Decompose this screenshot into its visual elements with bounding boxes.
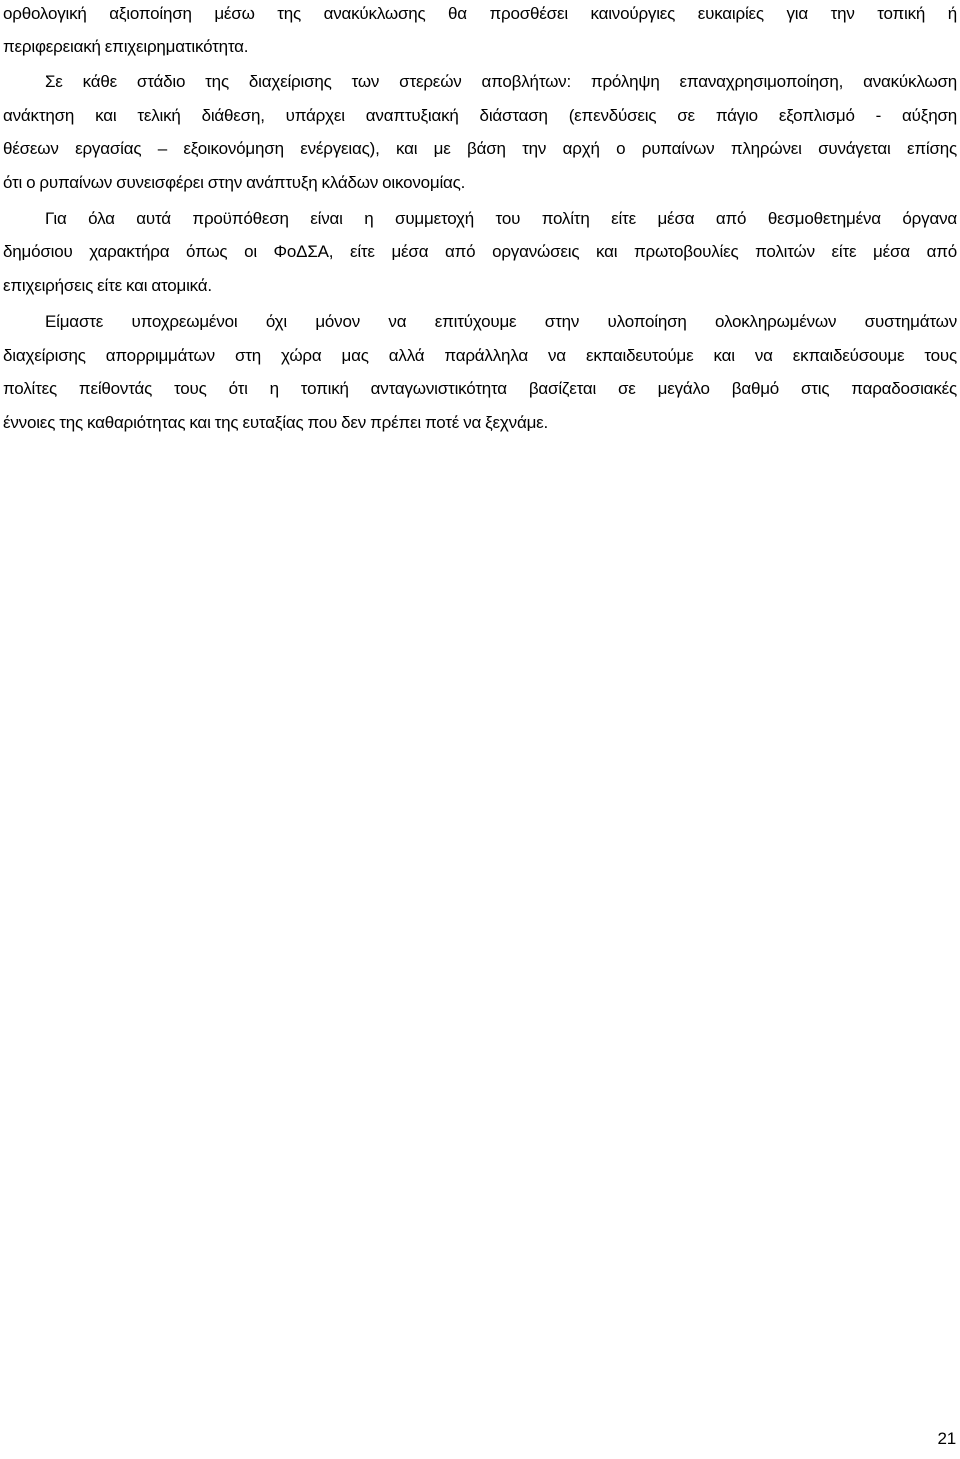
- paragraph-4: [3, 308, 957, 442]
- paragraph-3: [3, 205, 957, 308]
- paragraph-1: [3, 0, 957, 68]
- paragraph-line: θέσεων εργασίας – εξοικονόμηση ενέργειας), και με βάση την αρχή ο ρυπαίνων πληρώνει συνάγεται επίσης: [3, 139, 957, 159]
- paragraph-line: έννοιες της καθαριότητας και της ευταξίας που δεν πρέπει ποτέ να ξεχνάμε.: [3, 412, 549, 432]
- paragraph-line: Είμαστε υποχρεωμένοι όχι μόνον να επιτύχουμε στην υλοποίηση ολοκληρωμένων συστημάτων: [45, 312, 957, 332]
- paragraph-line: επιχειρήσεις είτε και ατομικά.: [3, 275, 212, 295]
- paragraph-line: Για όλα αυτά προϋπόθεση είναι η συμμετοχή του πολίτη είτε μέσα από θεσμοθετημένα όργανα: [45, 209, 957, 229]
- paragraph-line: περιφερειακή επιχειρηματικότητα.: [3, 37, 249, 57]
- paragraph-line: δημόσιου χαρακτήρα όπως οι ΦοΔΣΑ, είτε μέσα από οργανώσεις και πρωτοβουλίες πολιτών είτε μέσα από: [3, 242, 957, 262]
- paragraph-line: διαχείρισης απορριμμάτων στη χώρα μας αλλά παράλληλα να εκπαιδευτούμε και να εκπαιδεύσουμε τους: [3, 345, 957, 365]
- paragraph-2: [3, 68, 957, 205]
- paragraph-line: πολίτες πείθοντάς τους ότι η τοπική ανταγωνιστικότητα βασίζεται σε μεγάλο βαθμό στις παραδοσιακές: [3, 379, 957, 399]
- paragraph-line: ορθολογική αξιοποίηση μέσω της ανακύκλωσης θα προσθέσει καινούργιες ευκαιρίες για την τοπική ή: [3, 4, 957, 23]
- paragraph-line: ανάκτηση και τελική διάθεση, υπάρχει αναπτυξιακή διάσταση (επενδύσεις σε πάγιο εξοπλισμό - αύξηση: [3, 105, 957, 125]
- paragraph-line: ότι ο ρυπαίνων συνεισφέρει στην ανάπτυξη κλάδων οικονομίας.: [3, 172, 466, 192]
- paragraph-line: Σε κάθε στάδιο της διαχείρισης των στερεών αποβλήτων: πρόληψη επαναχρησιμοποίηση, ανακύκλωση: [45, 72, 957, 92]
- page-number: 21: [937, 1429, 956, 1448]
- document-body: [3, 0, 957, 442]
